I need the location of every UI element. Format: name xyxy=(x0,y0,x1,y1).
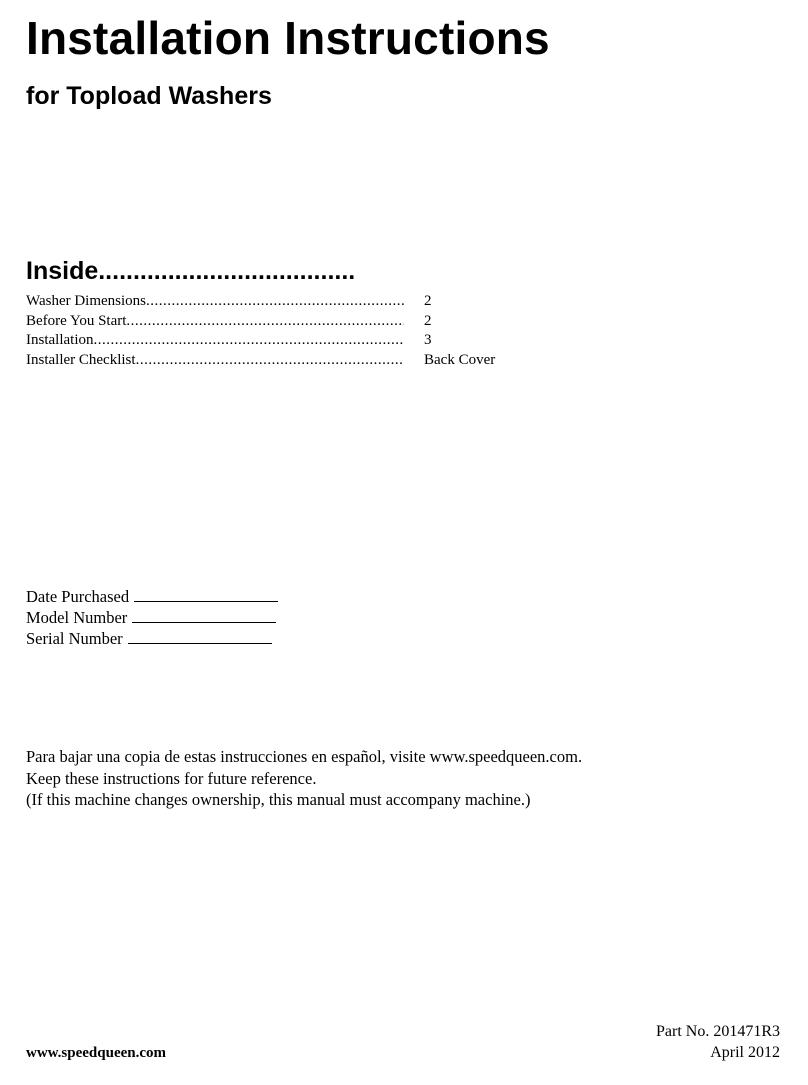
toc-leader-dots xyxy=(146,292,404,312)
part-number: Part No. 201471R3 xyxy=(656,1023,780,1040)
toc-item-label: Installation xyxy=(26,332,94,348)
blank-fill-line xyxy=(134,587,278,602)
toc-item-installation xyxy=(26,331,526,351)
table-of-contents xyxy=(26,292,526,370)
footer-website: www.speedqueen.com xyxy=(26,1045,167,1061)
publication-date: April 2012 xyxy=(710,1044,780,1061)
contents-heading: Inside..................................... xyxy=(26,257,356,285)
serial-number-field xyxy=(26,628,278,649)
notes-block xyxy=(26,746,582,811)
spanish-download-note: Para bajar una copia de estas instrucciones en español, visite www.speedqueen.com. xyxy=(26,747,583,766)
ownership-note: (If this machine changes ownership, this manual must accompany machine.) xyxy=(26,790,531,809)
document-subtitle: for Topload Washers xyxy=(26,82,272,110)
field-label: Model Number xyxy=(26,608,128,627)
model-number-field xyxy=(26,607,278,628)
toc-item-page: 2 xyxy=(424,312,432,329)
toc-leader-dots xyxy=(136,351,404,371)
toc-item-label: Washer Dimensions xyxy=(26,293,147,309)
toc-item-before-you-start xyxy=(26,312,526,332)
toc-item-page: 3 xyxy=(424,332,432,348)
toc-item-washer-dimensions xyxy=(26,292,526,312)
toc-item-page: Back Cover xyxy=(424,351,496,368)
blank-fill-line xyxy=(128,629,272,644)
field-label: Serial Number xyxy=(26,629,123,648)
keep-instructions-note: Keep these instructions for future reference. xyxy=(26,768,317,788)
toc-item-label: Installer Checklist xyxy=(26,351,136,368)
toc-item-label: Before You Start xyxy=(26,312,127,329)
record-fields xyxy=(26,586,278,649)
document-title: Installation Instructions xyxy=(26,12,550,64)
blank-fill-line xyxy=(132,608,276,623)
footer-part-info xyxy=(656,1021,780,1063)
date-purchased-field xyxy=(26,586,278,607)
toc-item-page: 2 xyxy=(424,293,432,309)
field-label: Date Purchased xyxy=(26,587,130,606)
toc-leader-dots xyxy=(126,312,404,332)
toc-leader-dots xyxy=(94,331,405,351)
toc-item-installer-checklist xyxy=(26,351,526,371)
